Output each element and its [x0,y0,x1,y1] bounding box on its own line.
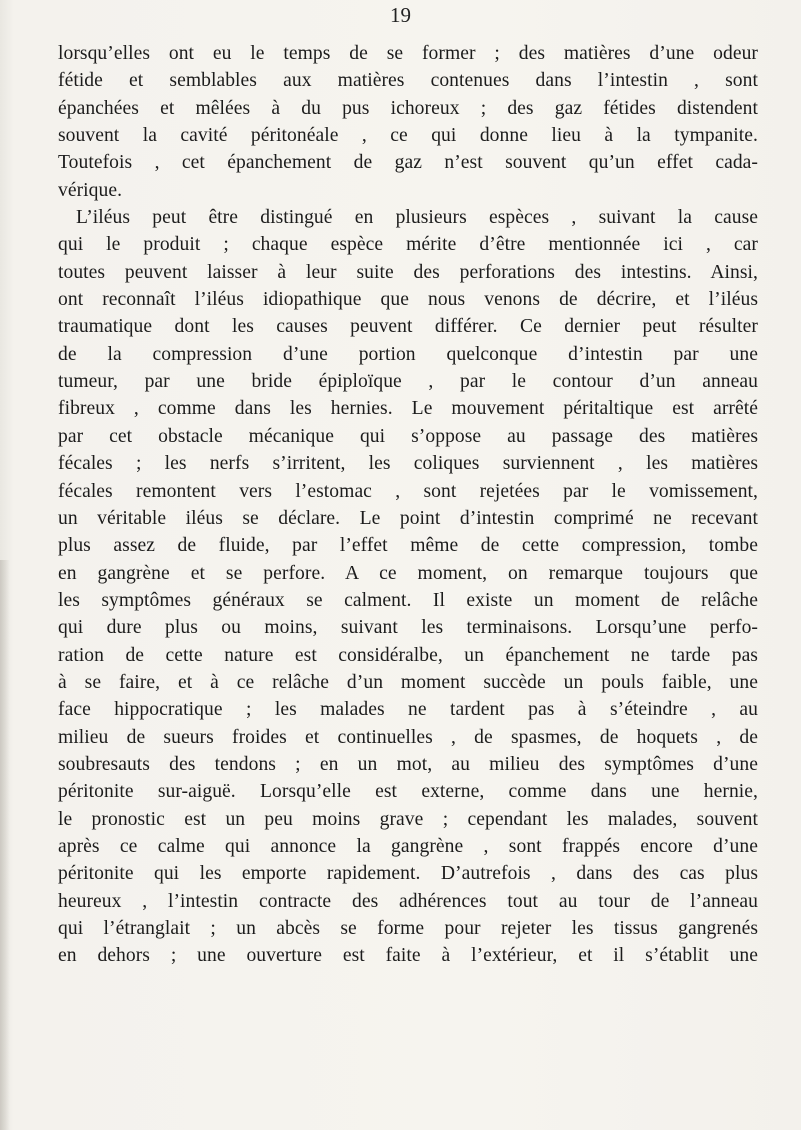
text-line: vérique. [58,179,123,201]
text-line: fécales ; les nerfs s’irritent, les coliques surviennent , les matières [58,453,758,475]
text-line: qui le produit ; chaque espèce mérite d’être mentionnée ici , car [58,234,758,256]
page-edge-shadow [0,560,10,1130]
text-line: fécales remontent vers l’estomac , sont rejetées par le vomissement, [58,480,758,502]
text-line: en gangrène et se perfore. A ce moment, on remarque toujours que [58,562,758,584]
text-line: de la compression d’une portion quelconque d’intestin par une [58,343,758,365]
text-line: traumatique dont les causes peuvent différer. Ce dernier peut résulter [58,316,758,338]
text-line: milieu de sueurs froides et continuelles , de spasmes, de hoquets , de [58,726,758,748]
text-line: qui dure plus ou moins, suivant les terminaisons. Lorsqu’une perfo- [58,617,758,639]
text-line: après ce calme qui annonce la gangrène , sont frappés encore d’une [58,835,758,857]
text-line: Toutefois , cet épanchement de gaz n’est souvent qu’un effet cada- [58,152,758,174]
text-line: en dehors ; une ouverture est faite à l’extérieur, et il s’établit une [58,945,758,967]
text-line: lorsqu’elles ont eu le temps de se former ; des matières d’une odeur [58,43,758,64]
text-line: les symptômes généraux se calment. Il existe un moment de relâche [58,589,758,611]
text-line: souvent la cavité péritonéale , ce qui donne lieu à la tympanite. [58,125,758,147]
text-line: plus assez de fluide, par l’effet même de cette compression, tombe [58,535,758,557]
text-line: fétide et semblables aux matières contenues dans l’intestin , sont [58,70,758,92]
text-line: qui l’étranglait ; un abcès se forme pour rejeter les tissus gangrenés [58,918,758,939]
text-line: toutes peuvent laisser à leur suite des perforations des intestins. Ainsi, [58,261,758,283]
text-line: un véritable iléus se déclare. Le point d’intestin comprimé ne recevant [58,507,758,529]
text-line: à se faire, et à ce relâche d’un moment succède un pouls faible, une [58,671,758,693]
text-line: ont reconnaît l’iléus idiopathique que nous venons de décrire, et l’iléus [58,289,758,311]
text-line: L’iléus peut être distingué en plusieurs espèces , suivant la cause [76,207,758,229]
body-text [58,40,758,970]
text-line: face hippocratique ; les malades ne tardent pas à s’éteindre , au [58,699,758,721]
text-line: le pronostic est un peu moins grave ; cependant les malades, souvent [58,808,758,830]
text-line: péritonite qui les emporte rapidement. D’autrefois , dans des cas plus [58,863,758,885]
text-line: par cet obstacle mécanique qui s’oppose au passage des matières [58,425,758,447]
text-line: fibreux , comme dans les hernies. Le mouvement péritaltique est arrêté [58,398,758,420]
text-line: épanchées et mêlées à du pus ichoreux ; des gaz fétides distendent [58,97,758,119]
text-line: soubresauts des tendons ; en un mot, au milieu des symptômes d’une [58,753,758,775]
page-number: 19 [390,3,411,27]
text-line: péritonite sur-aiguë. Lorsqu’elle est externe, comme dans une hernie, [58,781,758,803]
text-line: ration de cette nature est considéralbe, un épanchement ne tarde pas [58,644,758,666]
text-line: heureux , l’intestin contracte des adhérences tout au tour de l’anneau [58,890,758,912]
text-line: tumeur, par une bride épiploïque , par le contour d’un anneau [58,371,758,393]
